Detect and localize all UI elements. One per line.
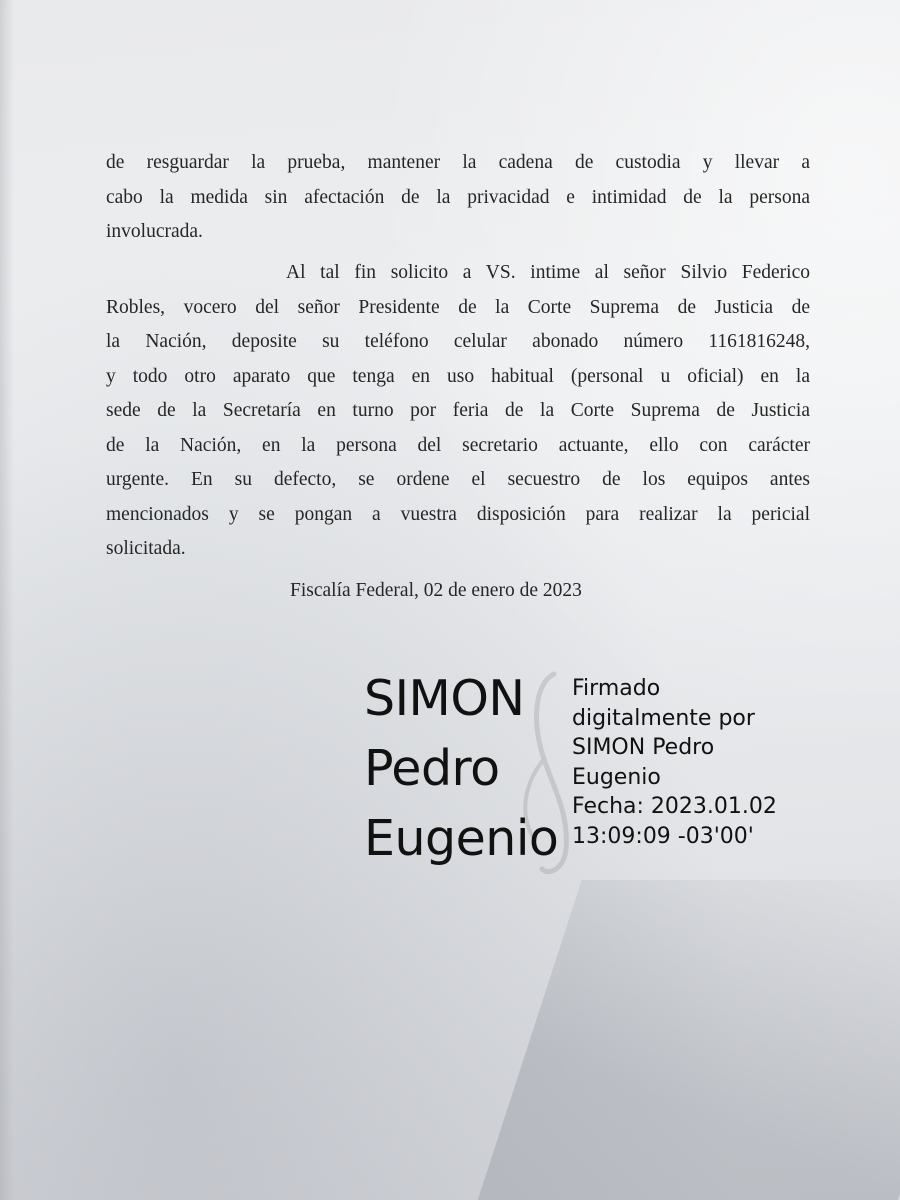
digital-signature-block xyxy=(364,664,804,884)
signer-name-line: Eugenio xyxy=(364,810,559,867)
text-line: sede de la Secretaría en turno por feria de la Corte Suprema de Justicia xyxy=(106,400,810,421)
text-line: de la Nación, en la persona del secretario actuante, ello con carácter xyxy=(106,434,810,456)
text-line: la Nación, deposite su teléfono celular abonado número 1161816248, xyxy=(106,331,810,352)
page-shadow xyxy=(458,880,900,1200)
signature-time: 13:09:09 -03'00' xyxy=(572,823,754,849)
text-line: involucrada. xyxy=(106,221,203,242)
paragraph-custody xyxy=(106,146,810,250)
text-line: Al tal fin solicito a VS. intime al señor Silvio Federico xyxy=(286,262,810,283)
signature-detail-line: Eugenio xyxy=(572,764,661,790)
signature-date: Fecha: 2023.01.02 xyxy=(572,794,777,819)
signature-detail-line: SIMON Pedro xyxy=(572,735,715,760)
signer-name-line: Pedro xyxy=(364,740,500,797)
signature-detail-line: Firmado xyxy=(572,676,661,701)
text-line: y todo otro aparato que tenga en uso habitual (personal u oficial) en la xyxy=(106,365,810,387)
signer-name xyxy=(364,664,558,874)
signer-name-line: SIMON xyxy=(364,670,525,727)
text-line: Robles, vocero del señor Presidente de la Corte Suprema de Justicia de xyxy=(106,296,810,318)
text-line: de resguardar la prueba, mantener la cadena de custodia y llevar a xyxy=(106,152,810,173)
paragraph-request xyxy=(106,256,810,567)
page-fold-shadow xyxy=(0,0,14,1200)
text-line: mencionados y se pongan a vuestra disposición para realizar la pericial xyxy=(106,503,810,525)
text-line: cabo la medida sin afectación de la privacidad e intimidad de la persona xyxy=(106,186,810,208)
text-line: urgente. En su defecto, se ordene el secuestro de los equipos antes xyxy=(106,469,810,490)
text-line: solicitada. xyxy=(106,538,186,559)
date-line: Fiscalía Federal, 02 de enero de 2023 xyxy=(290,580,582,601)
signature-details xyxy=(572,674,777,851)
signature-detail-line: digitalmente por xyxy=(572,705,755,731)
